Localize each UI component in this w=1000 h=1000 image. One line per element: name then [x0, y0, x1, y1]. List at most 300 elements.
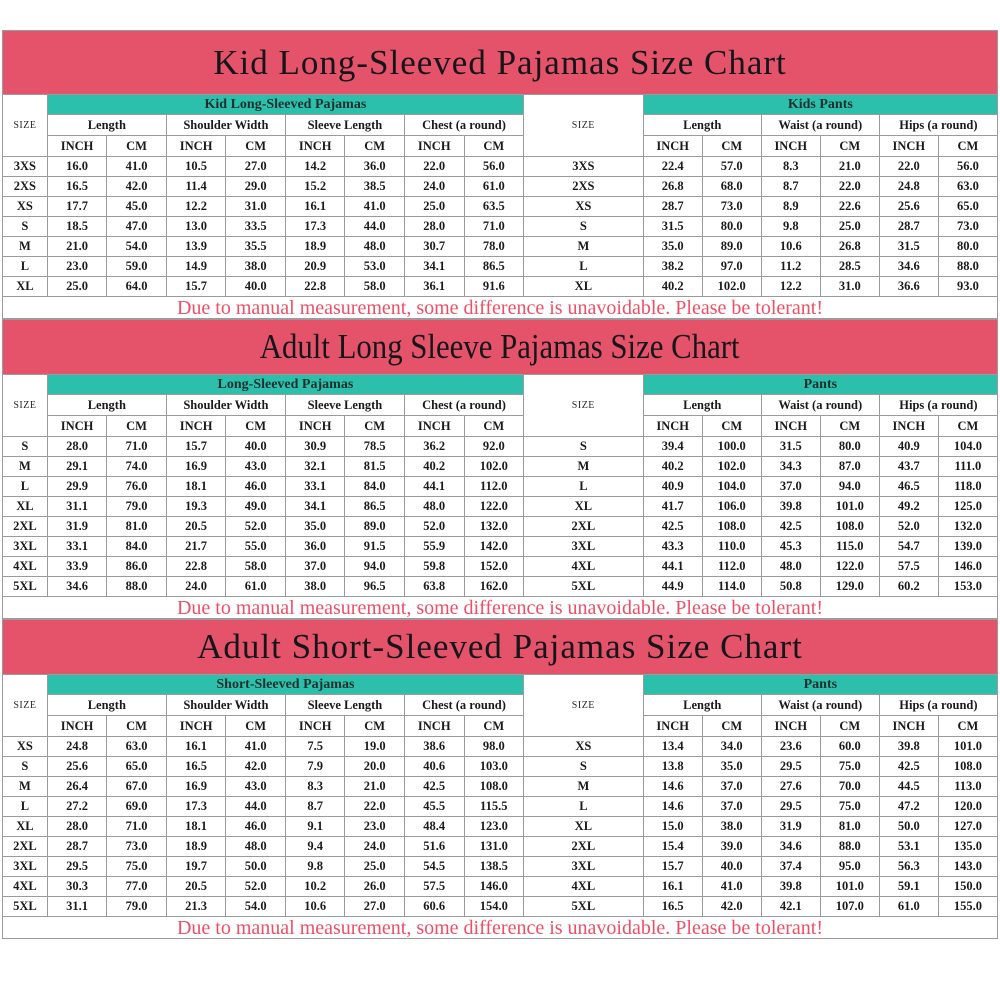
- value-cell: 23.0: [47, 257, 107, 277]
- value-cell: 35.0: [285, 517, 345, 537]
- value-cell: 16.1: [643, 877, 702, 897]
- value-cell: 143.0: [938, 857, 997, 877]
- unit-header-inch: INCH: [285, 416, 345, 437]
- value-cell: 78.5: [345, 437, 405, 457]
- value-cell: 155.0: [938, 897, 997, 917]
- value-cell: 68.0: [702, 177, 761, 197]
- measure-group-header: Sleeve Length: [285, 695, 404, 716]
- value-cell: 125.0: [938, 497, 997, 517]
- size-chart-section: [2, 619, 998, 939]
- size-cell: L: [524, 257, 644, 277]
- left-table-title: Long-Sleeved Pajamas: [47, 375, 523, 395]
- size-cell: XL: [524, 817, 644, 837]
- value-cell: 48.0: [226, 837, 286, 857]
- value-cell: 47.0: [107, 217, 167, 237]
- size-cell: S: [524, 757, 644, 777]
- value-cell: 22.8: [166, 557, 226, 577]
- value-cell: 20.0: [345, 757, 405, 777]
- size-cell: 4XL: [3, 877, 48, 897]
- value-cell: 36.2: [404, 437, 464, 457]
- table-row: [3, 437, 998, 457]
- value-cell: 18.1: [166, 477, 226, 497]
- size-cell: M: [524, 237, 644, 257]
- value-cell: 76.0: [107, 477, 167, 497]
- value-cell: 31.0: [226, 197, 286, 217]
- value-cell: 30.7: [404, 237, 464, 257]
- value-cell: 10.2: [285, 877, 345, 897]
- table-row: [3, 857, 998, 877]
- measure-group-header: Length: [643, 115, 761, 136]
- value-cell: 112.0: [702, 557, 761, 577]
- value-cell: 17.7: [47, 197, 107, 217]
- value-cell: 41.0: [107, 157, 167, 177]
- size-cell: 5XL: [3, 577, 48, 597]
- value-cell: 44.9: [643, 577, 702, 597]
- table-row: [3, 237, 998, 257]
- value-cell: 50.0: [879, 817, 938, 837]
- value-cell: 22.0: [345, 797, 405, 817]
- measure-group-header: Waist (a round): [761, 115, 879, 136]
- value-cell: 27.0: [345, 897, 405, 917]
- value-cell: 35.0: [702, 757, 761, 777]
- unit-header-inch: INCH: [285, 716, 345, 737]
- size-cell: 2XL: [3, 837, 48, 857]
- value-cell: 39.8: [761, 877, 820, 897]
- value-cell: 45.3: [761, 537, 820, 557]
- size-chart-section: [2, 30, 998, 319]
- value-cell: 21.3: [166, 897, 226, 917]
- value-cell: 106.0: [702, 497, 761, 517]
- measure-group-header: Chest (a round): [404, 395, 523, 416]
- value-cell: 28.7: [643, 197, 702, 217]
- unit-header-cm: CM: [464, 136, 524, 157]
- value-cell: 57.5: [404, 877, 464, 897]
- value-cell: 18.1: [166, 817, 226, 837]
- value-cell: 25.6: [47, 757, 107, 777]
- value-cell: 71.0: [464, 217, 524, 237]
- value-cell: 11.4: [166, 177, 226, 197]
- value-cell: 86.5: [345, 497, 405, 517]
- size-cell: M: [3, 457, 48, 477]
- value-cell: 24.0: [404, 177, 464, 197]
- value-cell: 88.0: [820, 837, 879, 857]
- size-cell: 5XL: [524, 897, 644, 917]
- value-cell: 33.1: [47, 537, 107, 557]
- value-cell: 29.5: [761, 797, 820, 817]
- value-cell: 28.5: [820, 257, 879, 277]
- measure-group-header: Sleeve Length: [285, 115, 404, 136]
- value-cell: 84.0: [345, 477, 405, 497]
- value-cell: 18.5: [47, 217, 107, 237]
- section-title: Adult Long Sleeve Pajamas Size Chart: [260, 327, 740, 366]
- value-cell: 41.7: [643, 497, 702, 517]
- value-cell: 89.0: [345, 517, 405, 537]
- value-cell: 39.4: [643, 437, 702, 457]
- value-cell: 16.9: [166, 777, 226, 797]
- unit-header-inch: INCH: [761, 716, 820, 737]
- measure-group-header: Waist (a round): [761, 395, 879, 416]
- value-cell: 31.1: [47, 497, 107, 517]
- value-cell: 25.0: [345, 857, 405, 877]
- value-cell: 86.5: [464, 257, 524, 277]
- value-cell: 15.0: [643, 817, 702, 837]
- table-head: [3, 95, 998, 157]
- size-chart-section: [2, 319, 998, 619]
- value-cell: 22.0: [820, 177, 879, 197]
- value-cell: 73.0: [107, 837, 167, 857]
- value-cell: 21.7: [166, 537, 226, 557]
- value-cell: 14.2: [285, 157, 345, 177]
- value-cell: 17.3: [166, 797, 226, 817]
- unit-header-cm: CM: [464, 716, 524, 737]
- value-cell: 65.0: [107, 757, 167, 777]
- unit-header-inch: INCH: [879, 136, 938, 157]
- value-cell: 112.0: [464, 477, 524, 497]
- unit-header-cm: CM: [820, 416, 879, 437]
- size-cell: 3XL: [524, 857, 644, 877]
- value-cell: 40.9: [879, 437, 938, 457]
- value-cell: 40.6: [404, 757, 464, 777]
- size-cell: L: [524, 477, 644, 497]
- unit-header-inch: INCH: [166, 716, 226, 737]
- unit-header-cm: CM: [938, 716, 997, 737]
- size-cell: XL: [3, 497, 48, 517]
- value-cell: 48.4: [404, 817, 464, 837]
- value-cell: 19.0: [345, 737, 405, 757]
- table-row: [3, 197, 998, 217]
- value-cell: 92.0: [464, 437, 524, 457]
- measure-group-header: Length: [643, 395, 761, 416]
- table-row: [3, 557, 998, 577]
- size-column-header-left: SIZE: [3, 675, 48, 737]
- value-cell: 95.0: [820, 857, 879, 877]
- size-cell: S: [524, 437, 644, 457]
- value-cell: 100.0: [702, 437, 761, 457]
- value-cell: 42.5: [761, 517, 820, 537]
- unit-header-cm: CM: [107, 416, 167, 437]
- table-body: [3, 737, 998, 917]
- value-cell: 40.9: [643, 477, 702, 497]
- value-cell: 77.0: [107, 877, 167, 897]
- value-cell: 20.5: [166, 517, 226, 537]
- value-cell: 40.2: [643, 277, 702, 297]
- value-cell: 108.0: [702, 517, 761, 537]
- header-row-top: [3, 375, 998, 395]
- value-cell: 7.9: [285, 757, 345, 777]
- value-cell: 9.8: [761, 217, 820, 237]
- measure-group-header: Shoulder Width: [166, 115, 285, 136]
- value-cell: 29.9: [47, 477, 107, 497]
- value-cell: 53.1: [879, 837, 938, 857]
- value-cell: 61.0: [879, 897, 938, 917]
- value-cell: 61.0: [226, 577, 286, 597]
- unit-header-inch: INCH: [643, 716, 702, 737]
- value-cell: 9.1: [285, 817, 345, 837]
- value-cell: 81.5: [345, 457, 405, 477]
- table-row: [3, 257, 998, 277]
- value-cell: 132.0: [464, 517, 524, 537]
- value-cell: 71.0: [107, 817, 167, 837]
- value-cell: 15.4: [643, 837, 702, 857]
- value-cell: 13.4: [643, 737, 702, 757]
- value-cell: 10.6: [761, 237, 820, 257]
- value-cell: 93.0: [938, 277, 997, 297]
- value-cell: 122.0: [820, 557, 879, 577]
- value-cell: 142.0: [464, 537, 524, 557]
- size-cell: 3XS: [524, 157, 644, 177]
- value-cell: 135.0: [938, 837, 997, 857]
- disclaimer-note: Due to manual measurement, some difference is unavoidable. Please be tolerant!: [2, 296, 998, 319]
- value-cell: 45.5: [404, 797, 464, 817]
- size-cell: 2XL: [524, 837, 644, 857]
- value-cell: 91.6: [464, 277, 524, 297]
- value-cell: 115.0: [820, 537, 879, 557]
- size-cell: S: [3, 437, 48, 457]
- measure-group-header: Shoulder Width: [166, 395, 285, 416]
- value-cell: 29.0: [226, 177, 286, 197]
- value-cell: 58.0: [226, 557, 286, 577]
- value-cell: 12.2: [761, 277, 820, 297]
- value-cell: 16.1: [285, 197, 345, 217]
- value-cell: 36.6: [879, 277, 938, 297]
- value-cell: 21.0: [47, 237, 107, 257]
- value-cell: 97.0: [702, 257, 761, 277]
- value-cell: 27.0: [226, 157, 286, 177]
- size-cell: S: [3, 757, 48, 777]
- value-cell: 80.0: [938, 237, 997, 257]
- unit-header-inch: INCH: [47, 416, 107, 437]
- size-table: [2, 374, 998, 597]
- value-cell: 153.0: [938, 577, 997, 597]
- value-cell: 108.0: [938, 757, 997, 777]
- size-cell: XL: [524, 277, 644, 297]
- value-cell: 96.5: [345, 577, 405, 597]
- unit-header-inch: INCH: [761, 136, 820, 157]
- unit-header-inch: INCH: [404, 716, 464, 737]
- measure-group-header: Shoulder Width: [166, 695, 285, 716]
- value-cell: 129.0: [820, 577, 879, 597]
- value-cell: 44.0: [345, 217, 405, 237]
- right-table-title: Kids Pants: [643, 95, 997, 115]
- value-cell: 46.0: [226, 817, 286, 837]
- value-cell: 31.5: [761, 437, 820, 457]
- table-row: [3, 757, 998, 777]
- value-cell: 131.0: [464, 837, 524, 857]
- value-cell: 50.8: [761, 577, 820, 597]
- value-cell: 81.0: [820, 817, 879, 837]
- value-cell: 43.3: [643, 537, 702, 557]
- value-cell: 146.0: [464, 877, 524, 897]
- value-cell: 15.2: [285, 177, 345, 197]
- value-cell: 22.4: [643, 157, 702, 177]
- value-cell: 22.0: [404, 157, 464, 177]
- value-cell: 8.7: [285, 797, 345, 817]
- table-row: [3, 217, 998, 237]
- measure-group-header: Length: [643, 695, 761, 716]
- size-cell: 2XL: [3, 517, 48, 537]
- value-cell: 28.7: [47, 837, 107, 857]
- value-cell: 63.0: [938, 177, 997, 197]
- value-cell: 55.0: [226, 537, 286, 557]
- disclaimer-note: Due to manual measurement, some difference is unavoidable. Please be tolerant!: [2, 596, 998, 619]
- value-cell: 40.2: [643, 457, 702, 477]
- value-cell: 44.5: [879, 777, 938, 797]
- unit-header-inch: INCH: [285, 136, 345, 157]
- value-cell: 24.0: [166, 577, 226, 597]
- size-column-header-right: SIZE: [524, 675, 644, 737]
- value-cell: 44.1: [404, 477, 464, 497]
- value-cell: 79.0: [107, 497, 167, 517]
- value-cell: 88.0: [938, 257, 997, 277]
- left-table-title: Short-Sleeved Pajamas: [47, 675, 523, 695]
- value-cell: 122.0: [464, 497, 524, 517]
- value-cell: 15.7: [166, 277, 226, 297]
- size-cell: M: [3, 237, 48, 257]
- right-table-title: Pants: [643, 675, 997, 695]
- value-cell: 27.2: [47, 797, 107, 817]
- value-cell: 52.0: [879, 517, 938, 537]
- value-cell: 23.0: [345, 817, 405, 837]
- value-cell: 54.5: [404, 857, 464, 877]
- value-cell: 138.5: [464, 857, 524, 877]
- value-cell: 35.5: [226, 237, 286, 257]
- value-cell: 34.6: [761, 837, 820, 857]
- unit-header-inch: INCH: [879, 416, 938, 437]
- value-cell: 40.0: [226, 437, 286, 457]
- value-cell: 19.3: [166, 497, 226, 517]
- size-column-header-right: SIZE: [524, 375, 644, 437]
- value-cell: 26.8: [643, 177, 702, 197]
- size-cell: 4XL: [524, 877, 644, 897]
- measure-group-header: Chest (a round): [404, 115, 523, 136]
- section-title: Kid Long-Sleeved Pajamas Size Chart: [213, 42, 787, 82]
- value-cell: 20.5: [166, 877, 226, 897]
- value-cell: 73.0: [938, 217, 997, 237]
- value-cell: 35.0: [643, 237, 702, 257]
- size-cell: XL: [3, 277, 48, 297]
- measure-group-header: Waist (a round): [761, 695, 879, 716]
- unit-header-cm: CM: [226, 136, 286, 157]
- value-cell: 123.0: [464, 817, 524, 837]
- unit-header-cm: CM: [820, 716, 879, 737]
- value-cell: 34.1: [404, 257, 464, 277]
- value-cell: 25.0: [404, 197, 464, 217]
- value-cell: 28.0: [47, 437, 107, 457]
- value-cell: 154.0: [464, 897, 524, 917]
- value-cell: 101.0: [938, 737, 997, 757]
- value-cell: 40.0: [226, 277, 286, 297]
- size-cell: 3XL: [3, 537, 48, 557]
- value-cell: 37.0: [702, 797, 761, 817]
- value-cell: 38.6: [404, 737, 464, 757]
- value-cell: 36.0: [285, 537, 345, 557]
- value-cell: 33.9: [47, 557, 107, 577]
- unit-header-inch: INCH: [643, 416, 702, 437]
- size-cell: 2XS: [524, 177, 644, 197]
- value-cell: 8.3: [285, 777, 345, 797]
- unit-header-cm: CM: [938, 416, 997, 437]
- value-cell: 21.0: [820, 157, 879, 177]
- value-cell: 30.3: [47, 877, 107, 897]
- measure-group-header: Hips (a round): [879, 115, 997, 136]
- size-column-header-right: SIZE: [524, 95, 644, 157]
- value-cell: 14.6: [643, 797, 702, 817]
- value-cell: 86.0: [107, 557, 167, 577]
- value-cell: 17.3: [285, 217, 345, 237]
- value-cell: 16.1: [166, 737, 226, 757]
- value-cell: 34.0: [702, 737, 761, 757]
- value-cell: 63.8: [404, 577, 464, 597]
- value-cell: 8.9: [761, 197, 820, 217]
- value-cell: 71.0: [107, 437, 167, 457]
- measure-group-header: Hips (a round): [879, 695, 997, 716]
- value-cell: 59.0: [107, 257, 167, 277]
- size-cell: 3XL: [524, 537, 644, 557]
- unit-header-inch: INCH: [643, 136, 702, 157]
- value-cell: 9.4: [285, 837, 345, 857]
- value-cell: 102.0: [702, 457, 761, 477]
- value-cell: 101.0: [820, 497, 879, 517]
- table-row: [3, 497, 998, 517]
- value-cell: 38.2: [643, 257, 702, 277]
- value-cell: 41.0: [345, 197, 405, 217]
- header-row-top: [3, 95, 998, 115]
- size-cell: XS: [3, 737, 48, 757]
- value-cell: 26.0: [345, 877, 405, 897]
- value-cell: 8.3: [761, 157, 820, 177]
- value-cell: 111.0: [938, 457, 997, 477]
- value-cell: 41.0: [226, 737, 286, 757]
- value-cell: 57.5: [879, 557, 938, 577]
- unit-header-inch: INCH: [166, 136, 226, 157]
- table-row: [3, 837, 998, 857]
- value-cell: 87.0: [820, 457, 879, 477]
- value-cell: 52.0: [404, 517, 464, 537]
- right-table-title: Pants: [643, 375, 997, 395]
- unit-header-cm: CM: [345, 716, 405, 737]
- size-cell: S: [524, 217, 644, 237]
- value-cell: 42.1: [761, 897, 820, 917]
- value-cell: 64.0: [107, 277, 167, 297]
- value-cell: 44.1: [643, 557, 702, 577]
- measure-group-header: Length: [47, 695, 166, 716]
- value-cell: 10.5: [166, 157, 226, 177]
- size-cell: M: [3, 777, 48, 797]
- size-table: [2, 94, 998, 297]
- sections-container: [2, 30, 998, 939]
- value-cell: 84.0: [107, 537, 167, 557]
- value-cell: 24.8: [47, 737, 107, 757]
- table-row: [3, 277, 998, 297]
- value-cell: 31.5: [643, 217, 702, 237]
- value-cell: 102.0: [702, 277, 761, 297]
- value-cell: 43.0: [226, 777, 286, 797]
- value-cell: 38.5: [345, 177, 405, 197]
- value-cell: 33.5: [226, 217, 286, 237]
- value-cell: 80.0: [820, 437, 879, 457]
- value-cell: 20.9: [285, 257, 345, 277]
- value-cell: 102.0: [464, 457, 524, 477]
- value-cell: 104.0: [938, 437, 997, 457]
- value-cell: 24.8: [879, 177, 938, 197]
- value-cell: 25.0: [47, 277, 107, 297]
- value-cell: 127.0: [938, 817, 997, 837]
- value-cell: 48.0: [345, 237, 405, 257]
- unit-header-inch: INCH: [879, 716, 938, 737]
- value-cell: 107.0: [820, 897, 879, 917]
- size-cell: M: [524, 457, 644, 477]
- value-cell: 29.5: [761, 757, 820, 777]
